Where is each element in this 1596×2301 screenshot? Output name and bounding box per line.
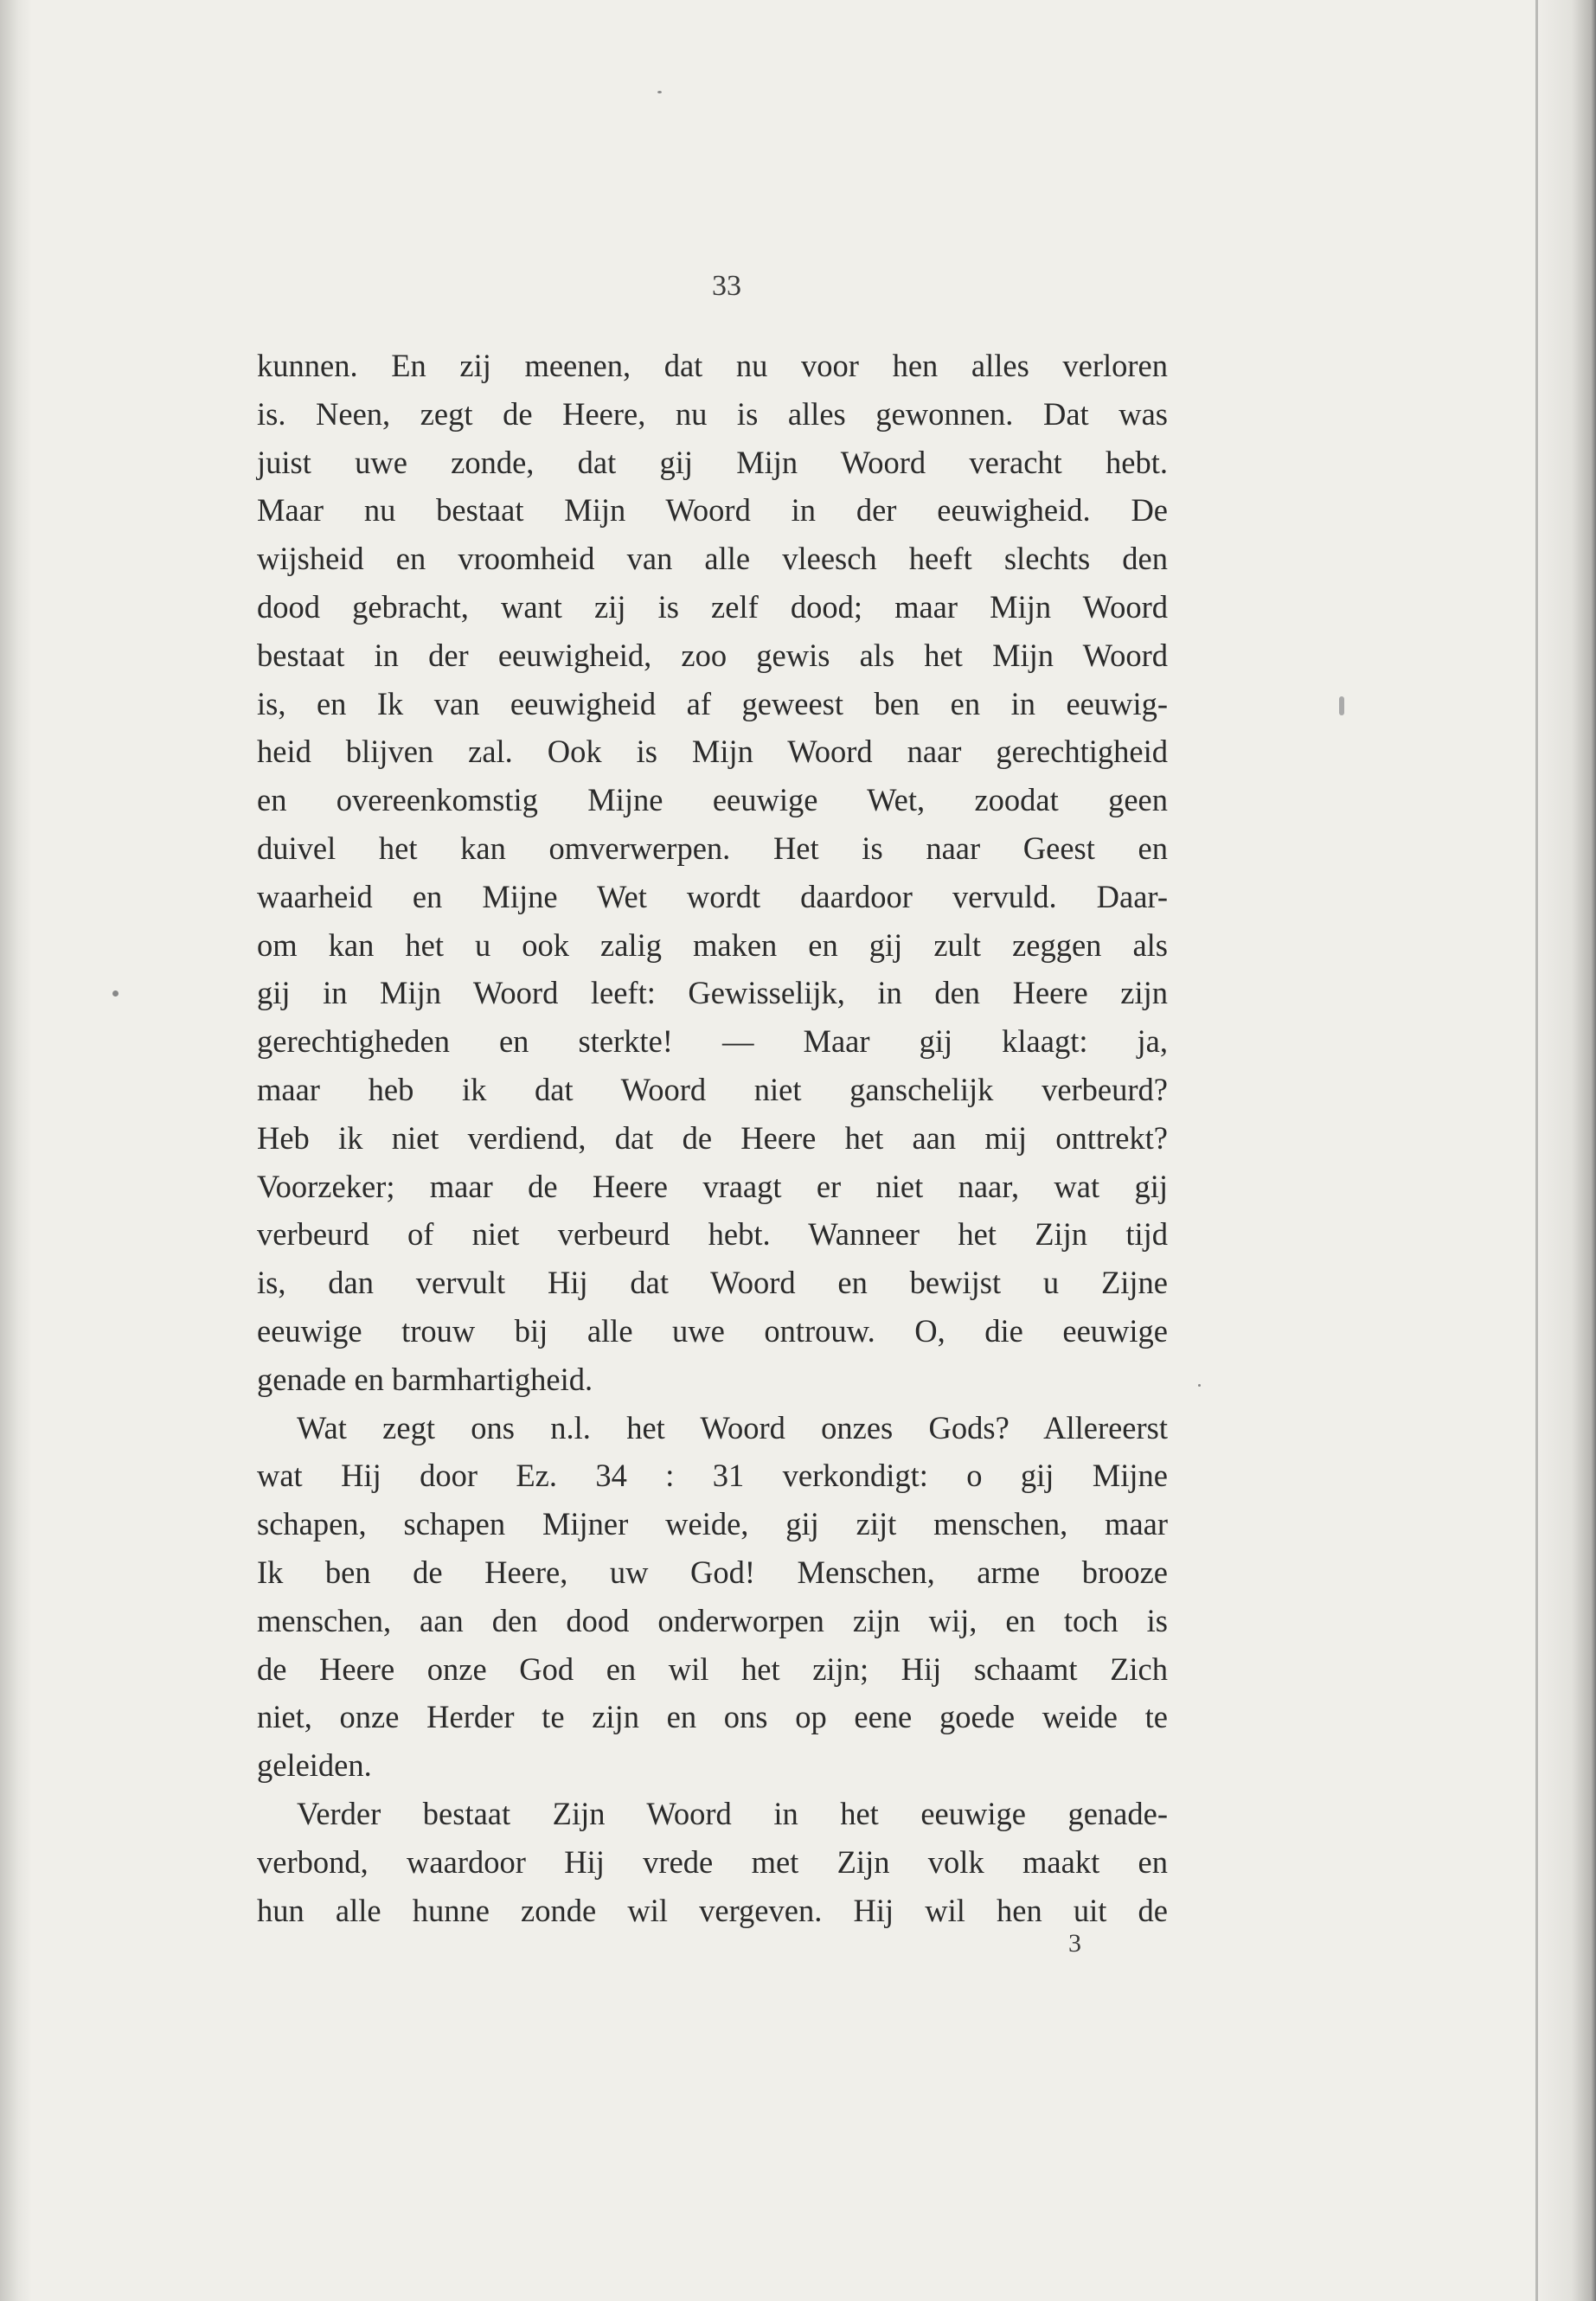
text-line: Wat zegt ons n.l. het Woord onzes Gods? Allereerst bbox=[297, 1409, 1168, 1445]
text-line: Verder bestaat Zijn Woord in het eeuwige genade- bbox=[297, 1795, 1168, 1831]
page-number: 33 bbox=[712, 270, 741, 302]
text-line: is, en Ik van eeuwigheid af geweest ben en in eeuwig- bbox=[257, 685, 1168, 721]
text-line: Voorzeker; maar de Heere vraagt er niet naar, wat gij bbox=[257, 1168, 1168, 1204]
text-line: Maar nu bestaat Mijn Woord in der eeuwigheid. De bbox=[257, 492, 1168, 529]
text-line: de Heere onze God en wil het zijn; Hij schaamt Zich bbox=[257, 1650, 1168, 1687]
text-line: is, dan vervult Hij dat Woord en bewijst u Zijne bbox=[257, 1265, 1168, 1301]
signature-mark: 3 bbox=[1068, 1929, 1081, 1958]
text-line: geleiden. bbox=[257, 1747, 372, 1784]
dust-speck bbox=[112, 990, 119, 997]
text-line: niet, onze Herder te zijn en ons op eene goede weide te bbox=[257, 1699, 1168, 1735]
dust-speck bbox=[1198, 1384, 1201, 1387]
text-line: wijsheid en vroomheid van alle vleesch heeft slechts den bbox=[257, 541, 1168, 577]
text-line: verbeurd of niet verbeurd hebt. Wanneer het Zijn tijd bbox=[257, 1216, 1168, 1253]
text-line: juist uwe zonde, dat gij Mijn Woord veracht hebt. bbox=[257, 444, 1168, 480]
text-line: duivel het kan omverwerpen. Het is naar Geest en bbox=[257, 830, 1168, 866]
paragraph bbox=[257, 342, 1168, 1404]
body-text bbox=[257, 342, 1168, 1934]
signature-mark-row bbox=[0, 1929, 1596, 1981]
text-line: bestaat in der eeuwigheid, zoo gewis als het Mijn Woord bbox=[257, 637, 1168, 673]
text-line: maar heb ik dat Woord niet ganschelijk verbeurd? bbox=[257, 1071, 1168, 1107]
paragraph bbox=[257, 1404, 1168, 1790]
text-line: en overeenkomstig Mijne eeuwige Wet, zoodat geen bbox=[257, 782, 1168, 818]
text-line: hun alle hunne zonde wil vergeven. Hij wil hen uit de bbox=[257, 1892, 1168, 1928]
text-line: gij in Mijn Woord leeft: Gewisselijk, in den Heere zijn bbox=[257, 975, 1168, 1011]
text-line: heid blijven zal. Ook is Mijn Woord naar gerechtigheid bbox=[257, 734, 1168, 770]
text-line: eeuwige trouw bij alle uwe ontrouw. O, die eeuwige bbox=[257, 1312, 1168, 1349]
paragraph bbox=[257, 1790, 1168, 1934]
text-line: menschen, aan den dood onderworpen zijn wij, en toch is bbox=[257, 1602, 1168, 1638]
text-line: gerechtigheden en sterkte! — Maar gij klaagt: ja, bbox=[257, 1023, 1168, 1060]
dust-speck bbox=[1339, 696, 1344, 715]
text-line: verbond, waardoor Hij vrede met Zijn volk maakt en bbox=[257, 1843, 1168, 1880]
text-line: Ik ben de Heere, uw God! Menschen, arme brooze bbox=[257, 1554, 1168, 1590]
text-line: om kan het u ook zalig maken en gij zult zeggen als bbox=[257, 926, 1168, 963]
text-line: wat Hij door Ez. 34 : 31 verkondigt: o gij Mijne bbox=[257, 1458, 1168, 1494]
text-line: is. Neen, zegt de Heere, nu is alles gewonnen. Dat was bbox=[257, 395, 1168, 432]
text-line: kunnen. En zij meenen, dat nu voor hen alles verloren bbox=[257, 348, 1168, 383]
text-line: waarheid en Mijne Wet wordt daardoor vervuld. Daar- bbox=[257, 878, 1168, 914]
text-line: genade en barmhartigheid. bbox=[257, 1361, 593, 1397]
text-line: Heb ik niet verdiend, dat de Heere het aan mij onttrekt? bbox=[257, 1119, 1168, 1156]
dust-speck bbox=[657, 91, 662, 93]
text-line: schapen, schapen Mijner weide, gij zijt menschen, maar bbox=[257, 1506, 1168, 1542]
text-line: dood gebracht, want zij is zelf dood; maar Mijn Woord bbox=[257, 588, 1168, 625]
